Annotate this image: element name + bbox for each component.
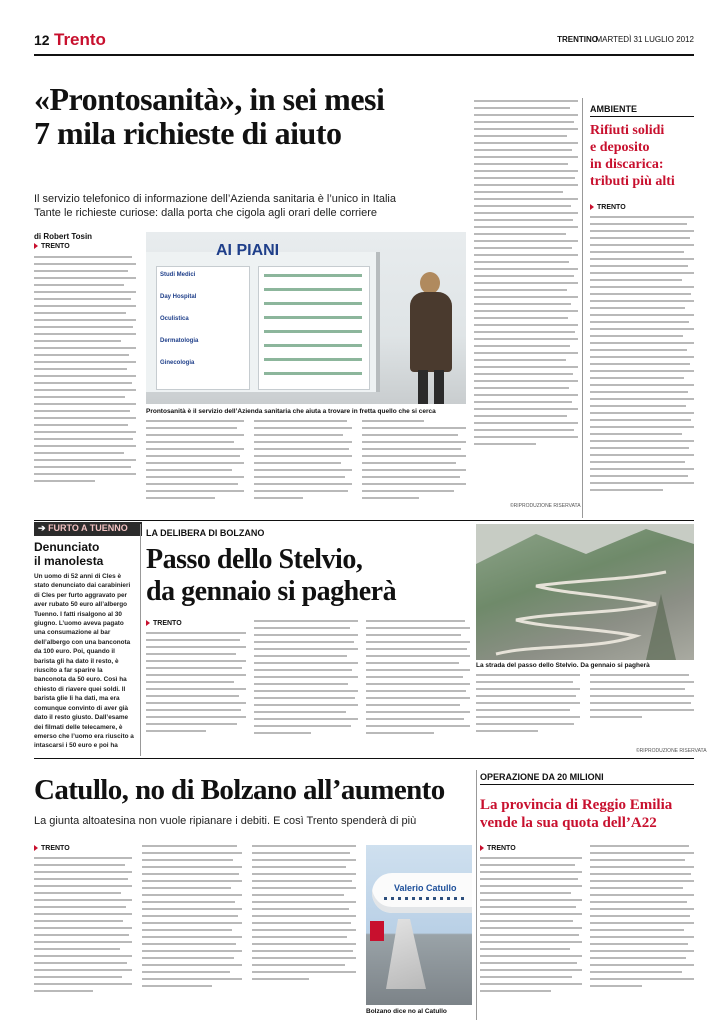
catullo-headline: Catullo, no di Bolzano all’aumento: [34, 774, 445, 806]
reggio-body-col1: [480, 857, 582, 1017]
main-subhead: [34, 192, 474, 220]
mid-rule-1: [34, 520, 694, 521]
main-body-col1: [34, 256, 136, 518]
reggio-body-col2: [590, 845, 694, 1017]
main-photo-caption: Prontosanità è il servizio dell’Azienda sanitaria che aiuta a trovare in fretta quello che si cerca: [146, 408, 436, 415]
paper-name: TRENTINO: [557, 35, 598, 44]
woman-figure: [404, 272, 454, 404]
stelvio-body-col5: [590, 674, 694, 744]
reggio-divider: [476, 770, 477, 1020]
stelvio-location: TRENTO: [146, 620, 182, 627]
sign-row: Oculistica: [160, 316, 189, 322]
stelvio-photo-caption: La strada del passo dello Stelvio. Da gennaio si pagherà: [476, 662, 650, 669]
catullo-photo-caption: Bolzano dice no al Catullo: [366, 1008, 447, 1015]
main-location: TRENTO: [34, 243, 70, 250]
sidebar-location: TRENTO: [590, 204, 626, 211]
sign-row: Dermatologia: [160, 338, 199, 344]
sidebar-divider: [582, 98, 583, 518]
sidebar-headline-line: tributi più alti: [590, 174, 675, 189]
main-copyright: ©RIPRODUZIONE RISERVATA: [510, 503, 581, 509]
main-headline-line1: «Prontosanità», in sei mesi: [34, 81, 385, 117]
prontosanita-photo: [146, 232, 466, 404]
stelvio-body-col4: [476, 674, 580, 754]
stelvio-photo: [476, 524, 694, 660]
reggio-kicker-rule: [480, 784, 694, 785]
sign-board: [146, 242, 380, 392]
issue-date: MARTEDÌ 31 LUGLIO 2012: [595, 35, 694, 44]
main-body-col4: [362, 420, 466, 518]
plane-window-strip: [384, 897, 468, 900]
sidebar-body: [590, 216, 694, 512]
sign-title: AI PIANI: [216, 242, 280, 259]
furto-kicker-text: FURTO A TUENNO: [48, 523, 128, 533]
catullo-body-col3: [252, 845, 356, 1017]
main-headline: [34, 82, 474, 150]
sign-rows: [160, 272, 246, 382]
stelvio-body-col2: [254, 620, 358, 752]
catullo-photo: [366, 845, 472, 1005]
sidebar-headline-line: in discarica:: [590, 157, 664, 172]
catullo-body-col2: [142, 845, 242, 1017]
main-subhead-line2: Tante le richieste curiose: dalla porta che cigola agli orari delle corriere: [34, 207, 378, 219]
switchback-road-icon: [476, 524, 694, 660]
sidebar-headline-line: e deposito: [590, 140, 650, 155]
main-body-col3: [254, 420, 352, 518]
stelvio-body-col1: [146, 632, 246, 752]
plane-stairs: [386, 919, 426, 989]
sign-row: Day Hospital: [160, 294, 197, 300]
sidebar-kicker-rule: [590, 116, 694, 117]
arrow-right-icon: ➔: [38, 523, 46, 533]
stelvio-headline-line2: da gennaio si pagherà: [146, 576, 397, 607]
main-headline-line2: 7 mila richieste di aiuto: [34, 115, 342, 151]
reggio-kicker: OPERAZIONE DA 20 MILIONI: [480, 772, 604, 782]
sign-row: Ginecologia: [160, 360, 195, 366]
reggio-headline-line1: La provincia di Reggio Emilia: [480, 797, 673, 813]
red-tail-icon: [370, 921, 384, 941]
sidebar-kicker: AMBIENTE: [590, 104, 637, 114]
stelvio-body-col3: [366, 620, 470, 752]
sidebar-headline: [590, 122, 694, 190]
stelvio-headline: [146, 544, 476, 608]
mid-rule-2: [34, 758, 694, 759]
reggio-headline-line2: vende la sua quota dell’A22: [480, 815, 657, 831]
reggio-headline: [480, 796, 694, 832]
plane-fuselage: [372, 873, 472, 913]
page-number: 12: [34, 32, 50, 48]
catullo-subhead: La giunta altoatesina non vuole ripianare i debiti. E così Trento spenderà di più: [34, 815, 417, 827]
furto-kicker: [34, 522, 142, 536]
main-body-col2: [146, 420, 244, 518]
reggio-location: TRENTO: [480, 845, 516, 852]
stelvio-headline-line1: Passo dello Stelvio,: [146, 544, 363, 575]
plane-logo-text: Valerio Catullo: [394, 883, 457, 893]
catullo-body-col1: [34, 857, 132, 1017]
stelvio-kicker: LA DELIBERA DI BOLZANO: [146, 528, 265, 538]
sign-row: Studi Medici: [160, 272, 196, 278]
furto-headline-line: Denunciato: [34, 540, 100, 554]
main-subhead-line1: Il servizio telefonico di informazione dell’Azienda sanitaria è l’unico in Italia: [34, 193, 396, 205]
furto-body: Un uomo di 52 anni di Cles è stato denunciato dai carabinieri di Cles per furto aggravato per aver rubato 50 euro all’albergo Tuenno. I fatti risalgono al 30 giugno. L’uomo aveva pagato una consumazione al bar dell’albergo con una banconota da 100 euro. Poi, quando il barista gli ha dato il resto, è riuscito a far sparire la banconota da 50 euro. Così ha chiesto di riavere quei soldi. Il barista glie li ha dati, ma era comunque convinto di aver già dato il resto giusto. Dall’esame dei filmati delle telecamere, è emerso che l’uomo era riuscito a intascarsi i 50 euro e poi ha: [34, 573, 134, 750]
stelvio-divider: [140, 524, 141, 756]
furto-headline-line: il manolesta: [34, 554, 104, 568]
page-header: [34, 28, 694, 52]
byline: di Robert Tosin: [34, 232, 93, 241]
header-rule: [34, 54, 694, 56]
main-body-col5: [474, 100, 578, 498]
stelvio-copyright: ©RIPRODUZIONE RISERVATA: [636, 748, 707, 754]
catullo-location: TRENTO: [34, 845, 70, 852]
furto-headline: [34, 540, 134, 568]
sidebar-headline-line: Rifiuti solidi: [590, 123, 665, 138]
sign-right-stripes: [264, 274, 362, 382]
section-name: Trento: [54, 30, 106, 49]
